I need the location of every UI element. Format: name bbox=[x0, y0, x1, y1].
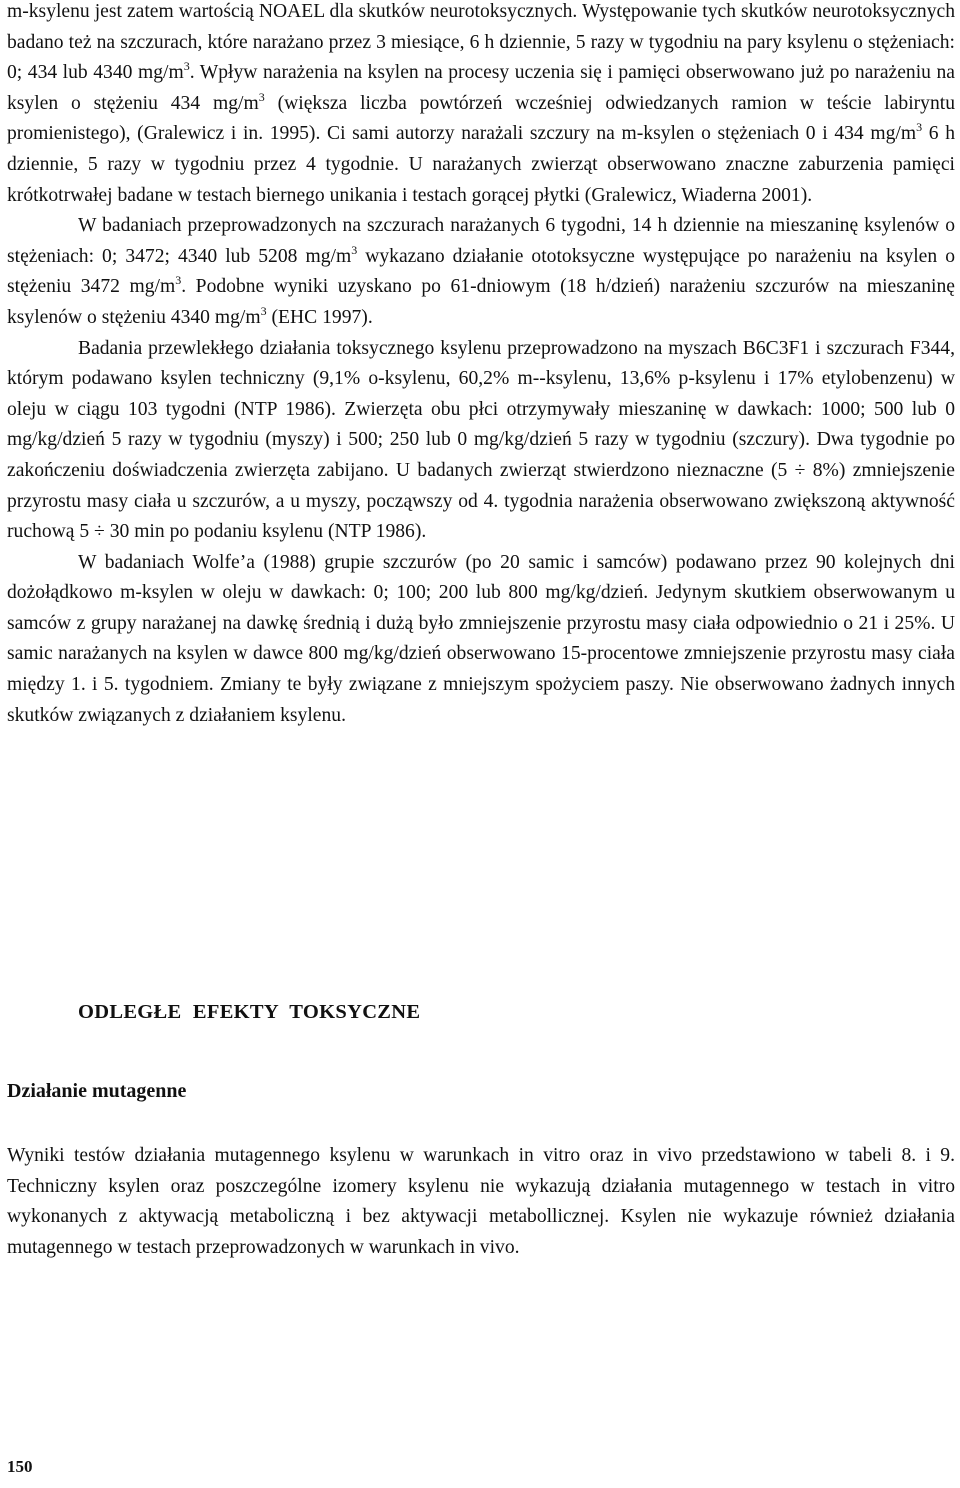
superscript: 3 bbox=[260, 303, 267, 318]
page-number: 150 bbox=[7, 1457, 33, 1476]
paragraph-ototoxic-effects bbox=[7, 211, 955, 333]
paragraph-wolfe-study: W badaniach Wolfe’a (1988) grupie szczurów (po 20 samic i samców) podawano przez 90 kolejnych dni dożołądkowo m-ksylen w oleju w dawkach: 0; 100; 200 lub 800 mg/kg/dzień. Jedynym skutkiem obserwowanym u samców z grupy narażanej na dawkę średnią i dużą było zmniejszenie przyrostu masy ciała odpowiednio o 21 i 25%. U samic narażanych na ksylen w dawce 800 mg/kg/dzień obserwowano 15-procentowe zmniejszenie przyrostu masy ciała między 1. i 5. tygodniem. Zmiany te były związane z mniejszym spożyciem paszy. Nie obserwowano żadnych innych skutków związanych z działaniem ksylenu. bbox=[7, 551, 955, 726]
paragraph-text: 6 h dziennie, 5 razy w tygodniu przez 4 tygodnie. U narażanych zwierząt obserwowano znaczne zaburzenia pamięci krótkotrwałej badane w testach biernego unikania i testach gorącej płytki (Gralewicz, Wiaderna 2001). bbox=[7, 123, 955, 206]
paragraph-mutagenicity: Wyniki testów działania mutagennego ksylenu w warunkach in vitro oraz in vivo przedstawiono w tabeli 8. i 9. Techniczny ksylen oraz poszczególne izomery ksylenu nie wykazują działania mutagennego w testach in vitro wykonanych z aktywacją metaboliczną i bez aktywacji metabollicznej. Ksylen nie wykazuje również działania mutagennego w testach przeprowadzonych w warunkach in vivo. bbox=[7, 1145, 955, 1258]
superscript: 3 bbox=[175, 273, 182, 288]
paragraph-neurotoxic-effects bbox=[7, 0, 955, 211]
superscript: 3 bbox=[351, 242, 358, 257]
superscript: 3 bbox=[916, 120, 923, 135]
section-heading: ODLEGŁE EFEKTY TOKSYCZNE bbox=[78, 1001, 421, 1023]
paragraph-text: . Podobne wyniki uzyskano po 61-dniowym (18 h/dzień) narażeniu szczurów na mieszaninę ksylenów o stężeniu 4340 mg/m bbox=[7, 276, 955, 328]
document-page bbox=[7, 0, 955, 1258]
paragraph-text: . Wpływ narażenia na ksylen na procesy uczenia się i pamięci obserwowano już po narażeniu na ksylen o stężeniu 434 mg/m bbox=[7, 62, 955, 114]
paragraph-chronic-toxicity: Badania przewlekłego działania toksycznego ksylenu przeprowadzono na myszach B6C3F1 i szczurach F344, którym podawano ksylen techniczny (9,1% o-ksylenu, 60,2% m--ksylenu, 13,6% p-ksylenu i 17% etylobenzenu) w oleju w ciągu 103 tygodni (NTP 1986). Zwierzęta obu płci otrzymywały mieszaninę w dawkach: 1000; 500 lub 0 mg/kg/dzień 5 razy w tygodniu (myszy) i 500; 250 lub 0 mg/kg/dzień 5 razy w tygodniu (szczury). Dwa tygodnie po zakończeniu doświadczenia zwierzęta zabijano. U badanych zwierząt stwierdzono nieznaczne (5 ÷ 8%) zmniejszenie przyrostu masy ciała u szczurów, a u myszy, począwszy od 4. tygodnia narażenia obserwowano zwiększoną aktywność ruchową 5 ÷ 30 min po podaniu ksylenu (NTP 1986). bbox=[7, 337, 955, 543]
superscript: 3 bbox=[183, 59, 190, 74]
mutagenicity-section bbox=[7, 1141, 955, 1263]
body-text bbox=[7, 0, 955, 731]
superscript: 3 bbox=[258, 89, 265, 104]
paragraph-text: (EHC 1997). bbox=[266, 306, 373, 328]
subsection-heading: Działanie mutagenne bbox=[7, 1080, 187, 1102]
paragraph-text: wykazano działanie ototoksyczne występujące po narażeniu na ksylen o stężeniu 3472 mg/m bbox=[7, 245, 955, 298]
paragraph-text: (większa liczba powtórzeń wcześniej odwiedzanych ramion w teście labiryntu promienistego), (Gralewicz i in. 1995). Ci sami autorzy narażali szczury na m-ksylen o stężeniach 0 i 434 mg/m bbox=[7, 92, 955, 145]
paragraph-text: W badaniach przeprowadzonych na szczurach narażanych 6 tygodni, 14 h dziennie na mieszaninę ksylenów o stężeniach: 0; 3472; 4340 lub 5208 mg/m bbox=[7, 215, 955, 267]
paragraph-text: m-ksylenu jest zatem wartością NOAEL dla skutków neurotoksycznych. Występowanie tych skutków neurotoksycznych badano też na szczurach, które narażano przez 3 miesiące, 6 h dziennie, 5 razy w tygodniu na pary ksylenu o stężeniach: 0; 434 lub 4340 mg/m bbox=[7, 1, 955, 84]
